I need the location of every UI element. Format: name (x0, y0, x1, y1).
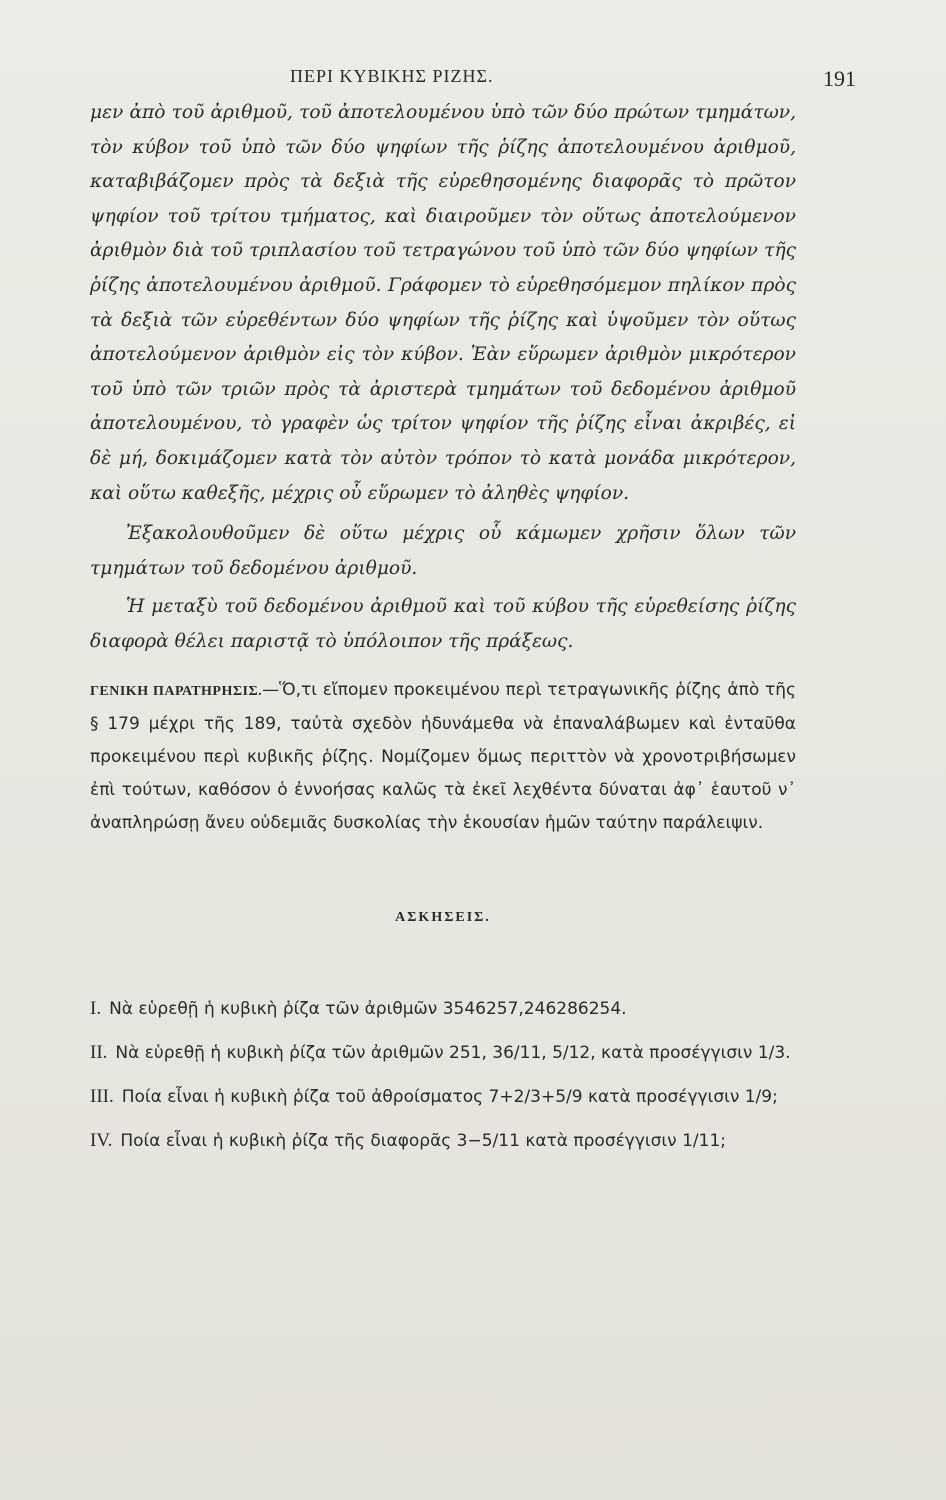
exercise-item (90, 1036, 796, 1070)
running-header (90, 56, 856, 96)
exercise-number: I. (90, 997, 102, 1019)
exercise-text: Ποία εἶναι ἡ κυβικὴ ῥίζα τῆς διαφορᾶς 3−5/11 κατὰ προσέγγισιν 1/11; (120, 1130, 726, 1151)
page-number: 191 (823, 66, 856, 91)
exercise-number: II. (90, 1041, 108, 1063)
exercise-item (90, 1124, 796, 1158)
paragraph-method: μεν ἀπὸ τοῦ ἀριθμοῦ, τοῦ ἀποτελουμένου ὑπὸ τῶν δύο πρώτων τμημάτων, τὸν κύβον τοῦ ὑπὸ τῶν δύο ψηφίων τῆς ῥίζης ἀποτελουμένου ἀριθμοῦ, καταβιβάζομεν πρὸς τὰ δεξιὰ τῆς εὑρεθησομένης διαφορᾶς τὸ πρῶτον ψηφίον τοῦ τρίτου τμήματος, καὶ διαιροῦμεν τὸν οὕτως ἀποτελούμενον ἀριθμὸν διὰ τοῦ τριπλασίου τοῦ τετραγώνου τοῦ ὑπὸ τῶν δύο ψηφίων τῆς ῥίζης ἀποτελουμένου ἀριθμοῦ. Γράφομεν τὸ εὑρεθησόμεμον πηλίκον πρὸς τὰ δεξιὰ τῶν εὑρεθέντων δύο ψηφίων τῆς ῥίζης καὶ ὑψοῦμεν τὸν οὕτως ἀποτελούμενον ἀριθμὸν εἰς τὸν κύβον. Ἐὰν εὕρωμεν ἀριθμὸν μικρότερον τοῦ ὑπὸ τῶν τριῶν πρὸς τὰ ἀριστερὰ τμημάτων τοῦ δεδομένου ἀριθμοῦ ἀποτελουμένου, τὸ γραφὲν ὡς τρίτον ψηφίον τῆς ῥίζης εἶναι ἀκριβές, εἰ δὲ μή, δοκιμάζομεν κατὰ τὸν αὐτὸν τρόπον τὸ κατὰ μονάδα μικρότερον, καὶ οὕτω καθεξῆς, μέχρις οὗ εὕρωμεν τὸ ἀληθὲς ψηφίον. (90, 102, 796, 504)
exercise-number: IV. (90, 1129, 113, 1151)
exercise-number: III. (90, 1085, 114, 1107)
exercise-list (90, 992, 796, 1158)
remark-label: ΓΕΝΙΚΗ ΠΑΡΑΤΗΡΗΣΙΣ. (90, 683, 263, 699)
exercise-item (90, 992, 796, 1026)
exercise-text: Νὰ εὑρεθῇ ἡ κυβικὴ ῥίζα τῶν ἀριθμῶν 3546257,246286254. (109, 998, 627, 1019)
exercise-text: Ποία εἶναι ἡ κυβικὴ ῥίζα τοῦ ἀθροίσματος 7+2/3+5/9 κατὰ προσέγγισιν 1/9; (121, 1086, 778, 1107)
exercise-item (90, 1080, 796, 1114)
running-title: ΠΕΡΙ ΚΥΒΙΚΗΣ ΡΙΖΗΣ. (290, 66, 494, 86)
general-remark (90, 674, 796, 840)
paragraph-remainder: Ἡ μεταξὺ τοῦ δεδομένου ἀριθμοῦ καὶ τοῦ κύβου τῆς εὑρεθείσης ῥίζης διαφορὰ θέλει παριστᾷ τὸ ὑπόλοιπον τῆς πράξεως. (90, 596, 796, 652)
remark-text: —Ὅ,τι εἴπομεν προκειμένου περὶ τετραγωνικῆς ῥίζης ἀπὸ τῆς § 179 μέχρι τῆς 189, ταὐτὰ σχεδὸν ἠδυνάμεθα νὰ ἐπαναλάβωμεν καὶ ἐνταῦθα προκειμένου περὶ κυβικῆς ῥίζης. Νομίζομεν ὅμως περιττὸν νὰ χρονοτριβήσωμεν ἐπὶ τούτων, καθόσον ὁ ἐννοήσας καλῶς τὰ ἐκεῖ λεχθέντα δύναται ἀφ᾽ ἑαυτοῦ ν᾽ ἀναπληρώσῃ ἄνευ οὐδεμιᾶς δυσκολίας τὴν ἑκουσίαν ἡμῶν ταύτην παράλειψιν. (90, 679, 796, 833)
paragraph-continue: Ἐξακολουθοῦμεν δὲ οὕτω μέχρις οὗ κάμωμεν χρῆσιν ὅλων τῶν τμημάτων τοῦ δεδομένου ἀριθμοῦ. (90, 523, 796, 579)
exercise-text: Νὰ εὑρεθῇ ἡ κυβικὴ ῥίζα τῶν ἀριθμῶν 251, 36/11, 5/12, κατὰ προσέγγισιν 1/3. (115, 1042, 791, 1063)
exercises-heading: ΑΣΚΗΣΕΙΣ. (395, 909, 491, 925)
